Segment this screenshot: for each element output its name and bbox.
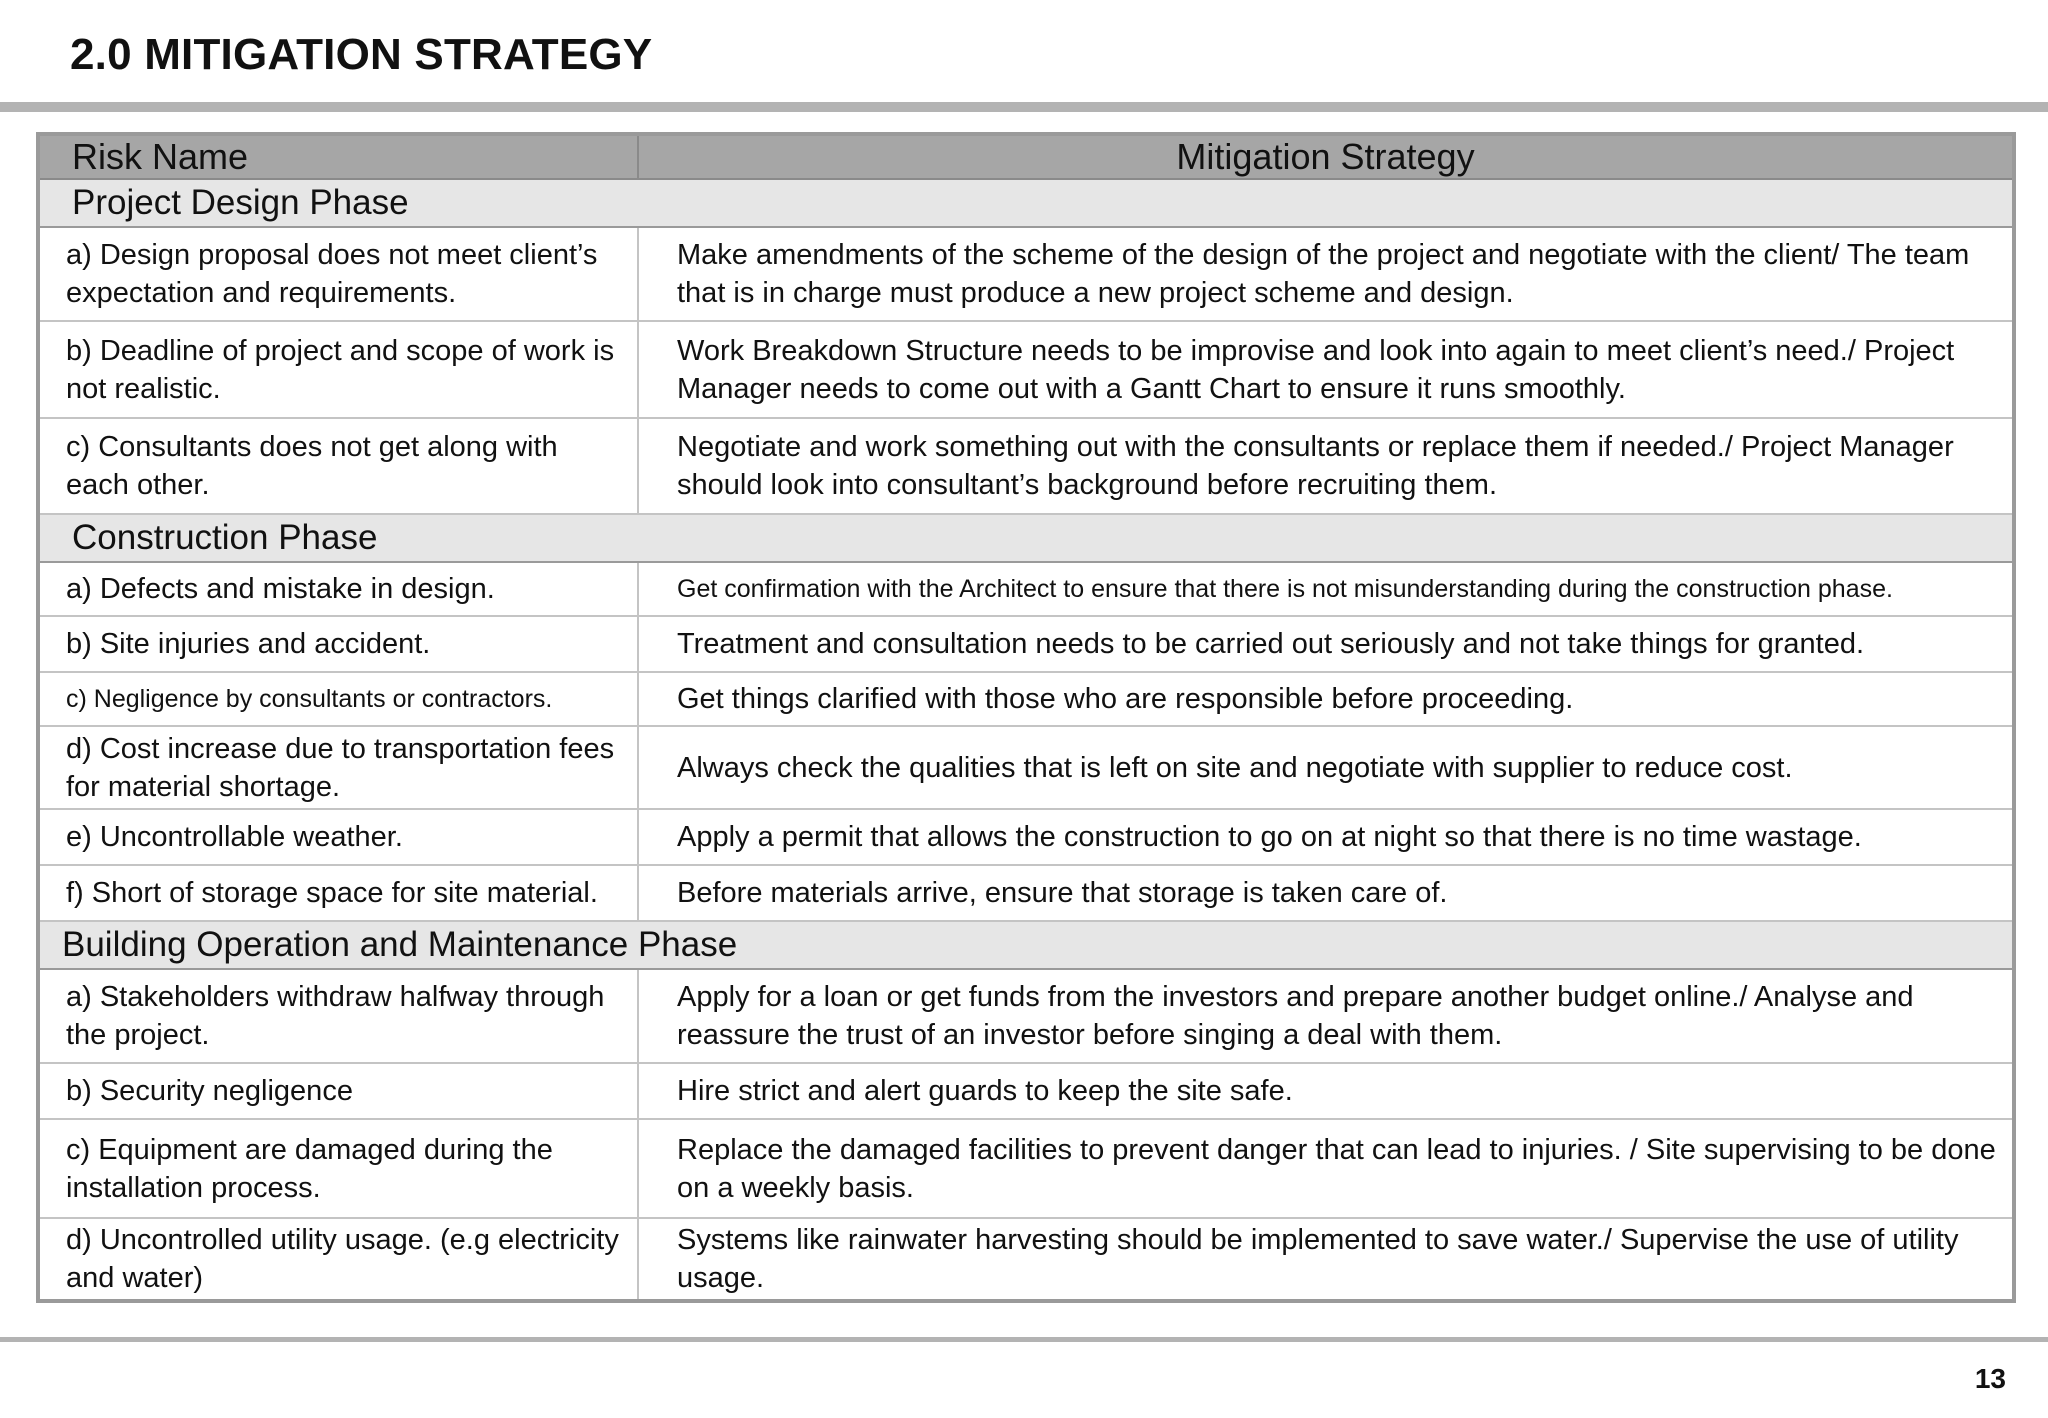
risk-cell: b) Site injuries and accident. — [38, 616, 638, 672]
table-header-row — [38, 134, 2014, 179]
strategy-cell: Systems like rainwater harvesting should be implemented to save water./ Supervise the use of utility usage. — [638, 1218, 2014, 1301]
phase-title: Project Design Phase — [38, 179, 2014, 227]
strategy-cell: Treatment and consultation needs to be carried out seriously and not take things for granted. — [638, 616, 2014, 672]
risk-cell: f) Short of storage space for site material. — [38, 865, 638, 921]
risk-cell: d) Uncontrolled utility usage. (e.g electricity and water) — [38, 1218, 638, 1301]
phase-row-construction — [38, 514, 2014, 562]
table-row — [38, 616, 2014, 672]
table-row — [38, 1119, 2014, 1217]
phase-title: Building Operation and Maintenance Phase — [38, 921, 2014, 969]
strategy-cell: Hire strict and alert guards to keep the site safe. — [638, 1063, 2014, 1119]
page-number: 13 — [1974, 1363, 2006, 1394]
strategy-cell: Negotiate and work something out with the consultants or replace them if needed./ Project Manager should look into consultant’s background before recruiting them. — [638, 418, 2014, 514]
table-row — [38, 321, 2014, 417]
risk-cell: a) Defects and mistake in design. — [38, 562, 638, 616]
table-row — [38, 1063, 2014, 1119]
table-row — [38, 1218, 2014, 1301]
strategy-cell: Apply for a loan or get funds from the investors and prepare another budget online./ Analyse and reassure the trust of an investor before singing a deal with them. — [638, 969, 2014, 1063]
table-row — [38, 672, 2014, 726]
page-title: 2.0 MITIGATION STRATEGY — [70, 30, 653, 79]
table-row — [38, 418, 2014, 514]
risk-name-header: Risk Name — [38, 134, 638, 179]
table-row — [38, 227, 2014, 321]
strategy-cell: Get confirmation with the Architect to ensure that there is not misunderstanding during the construction phase. — [638, 562, 2014, 616]
risk-cell: a) Design proposal does not meet client’s expectation and requirements. — [38, 227, 638, 321]
phase-row-operation-maintenance — [38, 921, 2014, 969]
strategy-cell: Before materials arrive, ensure that storage is taken care of. — [638, 865, 2014, 921]
mitigation-table — [36, 132, 2016, 1303]
strategy-cell: Get things clarified with those who are responsible before proceeding. — [638, 672, 2014, 726]
table-row — [38, 726, 2014, 808]
header-divider — [0, 102, 2048, 112]
strategy-cell: Always check the qualities that is left on site and negotiate with supplier to reduce cost. — [638, 726, 2014, 808]
strategy-cell: Apply a permit that allows the construction to go on at night so that there is no time wastage. — [638, 809, 2014, 865]
risk-cell: a) Stakeholders withdraw halfway through the project. — [38, 969, 638, 1063]
risk-cell: b) Security negligence — [38, 1063, 638, 1119]
table-row — [38, 562, 2014, 616]
risk-cell: c) Equipment are damaged during the installation process. — [38, 1119, 638, 1217]
risk-cell: c) Negligence by consultants or contractors. — [38, 672, 638, 726]
risk-cell: d) Cost increase due to transportation fees for material shortage. — [38, 726, 638, 808]
risk-cell: c) Consultants does not get along with each other. — [38, 418, 638, 514]
strategy-cell: Make amendments of the scheme of the design of the project and negotiate with the client/ The team that is in charge must produce a new project scheme and design. — [638, 227, 2014, 321]
strategy-cell: Replace the damaged facilities to prevent danger that can lead to injuries. / Site supervising to be done on a weekly basis. — [638, 1119, 2014, 1217]
risk-cell: e) Uncontrollable weather. — [38, 809, 638, 865]
phase-row-project-design — [38, 179, 2014, 227]
mitigation-strategy-header: Mitigation Strategy — [638, 134, 2014, 179]
table-row — [38, 809, 2014, 865]
table-row — [38, 969, 2014, 1063]
table-row — [38, 865, 2014, 921]
strategy-cell: Work Breakdown Structure needs to be improvise and look into again to meet client’s need./ Project Manager needs to come out with a Gantt Chart to ensure it runs smoothly. — [638, 321, 2014, 417]
risk-cell: b) Deadline of project and scope of work is not realistic. — [38, 321, 638, 417]
phase-title: Construction Phase — [38, 514, 2014, 562]
footer-divider — [0, 1337, 2048, 1342]
